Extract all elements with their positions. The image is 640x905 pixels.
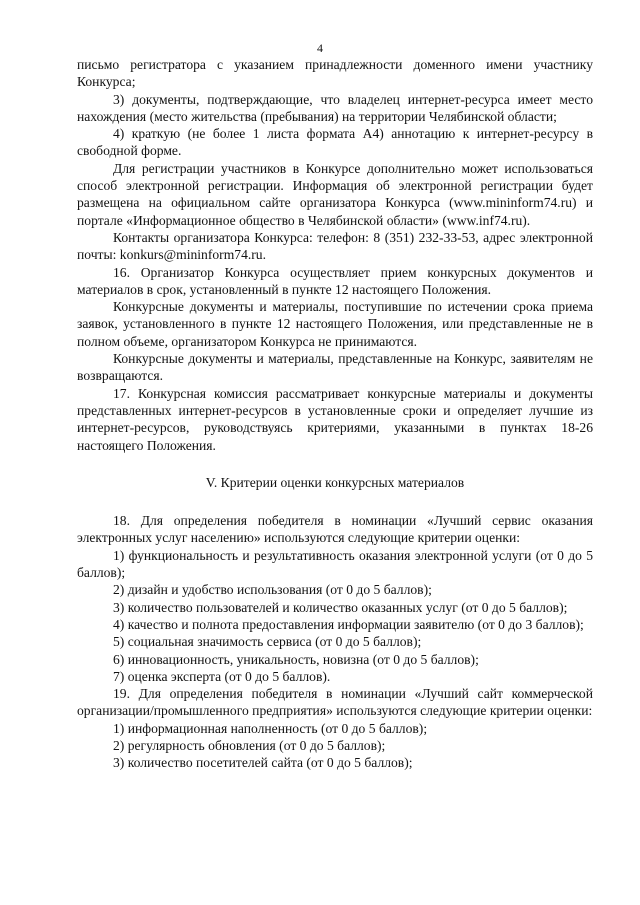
paragraph: Контакты организатора Конкурса: телефон: 8 (351) 232-33-53, адрес электронной почты: konkurs@mininform74.ru.	[77, 229, 593, 263]
paragraph: 1) информационная наполненность (от 0 до 5 баллов);	[113, 720, 428, 736]
paragraphs-top	[77, 56, 593, 454]
paragraph: 18. Для определения победителя в номинации «Лучший сервис оказания электронных услуг населению» используются следующие критерии оценки:	[77, 513, 593, 546]
document-body	[77, 56, 593, 772]
paragraphs-bottom	[77, 512, 593, 771]
paragraph: 6) инновационность, уникальность, новизна (от 0 до 5 баллов);	[113, 651, 479, 667]
paragraph: 16. Организатор Конкурса осуществляет прием конкурсных документов и материалов в срок, установленный в пункте 12 настоящего Положения.	[77, 264, 593, 297]
page-number: 4	[317, 41, 323, 55]
paragraph: 7) оценка эксперта (от 0 до 5 баллов).	[113, 668, 331, 684]
paragraph: 4) качество и полнота предоставления информации заявителю (от 0 до 3 баллов);	[113, 616, 584, 632]
paragraph: Конкурсные документы и материалы, поступившие по истечении срока приема заявок, установленного в пункте 12 настоящего Положения, или представленные не в полном объеме, организатором Конкурса не принимаются.	[77, 299, 593, 349]
paragraph: 5) социальная значимость сервиса (от 0 до 5 баллов);	[113, 634, 422, 650]
paragraph: 17. Конкурсная комиссия рассматривает конкурсные материалы и документы представленных интернет-ресурсов в установленные сроки и определяет лучшие из интернет-ресурсов, руководствуясь критериями, указанными в пунктах 18-26 настоящего Положения.	[77, 385, 593, 453]
section-heading: V. Критерии оценки конкурсных материалов	[205, 474, 465, 490]
paragraph: 19. Для определения победителя в номинации «Лучший сайт коммерческой организации/промышленного предприятия» используются следующие критерии оценки:	[77, 686, 593, 719]
paragraph: Для регистрации участников в Конкурсе дополнительно может использоваться способ электронной регистрации. Информация об электронной регистрации будет размещена на официальном сайте организатора Конкурса (www.mininform74.ru) и портале «Информационное общество в Челябинской области» (www.inf74.ru).	[77, 160, 593, 228]
paragraph: 1) функциональность и результативность оказания электронной услуги (от 0 до 5 баллов);	[77, 547, 593, 581]
paragraph: 3) количество посетителей сайта (от 0 до 5 баллов);	[113, 755, 413, 771]
paragraph: 2) дизайн и удобство использования (от 0 до 5 баллов);	[113, 582, 432, 598]
paragraph: Конкурсные документы и материалы, представленные на Конкурс, заявителям не возвращаются.	[77, 351, 593, 384]
paragraph: письмо регистратора с указанием принадлежности доменного имени участнику Конкурса;	[77, 57, 593, 90]
paragraph: 3) документы, подтверждающие, что владелец интернет-ресурса имеет место нахождения (место жительства (пребывания) на территории Челябинской области;	[77, 91, 593, 124]
paragraph: 2) регулярность обновления (от 0 до 5 баллов);	[113, 737, 386, 753]
paragraph: 3) количество пользователей и количество оказанных услуг (от 0 до 5 баллов);	[113, 599, 568, 615]
paragraph: 4) краткую (не более 1 листа формата А4) аннотацию к интернет-ресурсу в свободной форме.	[77, 126, 593, 159]
